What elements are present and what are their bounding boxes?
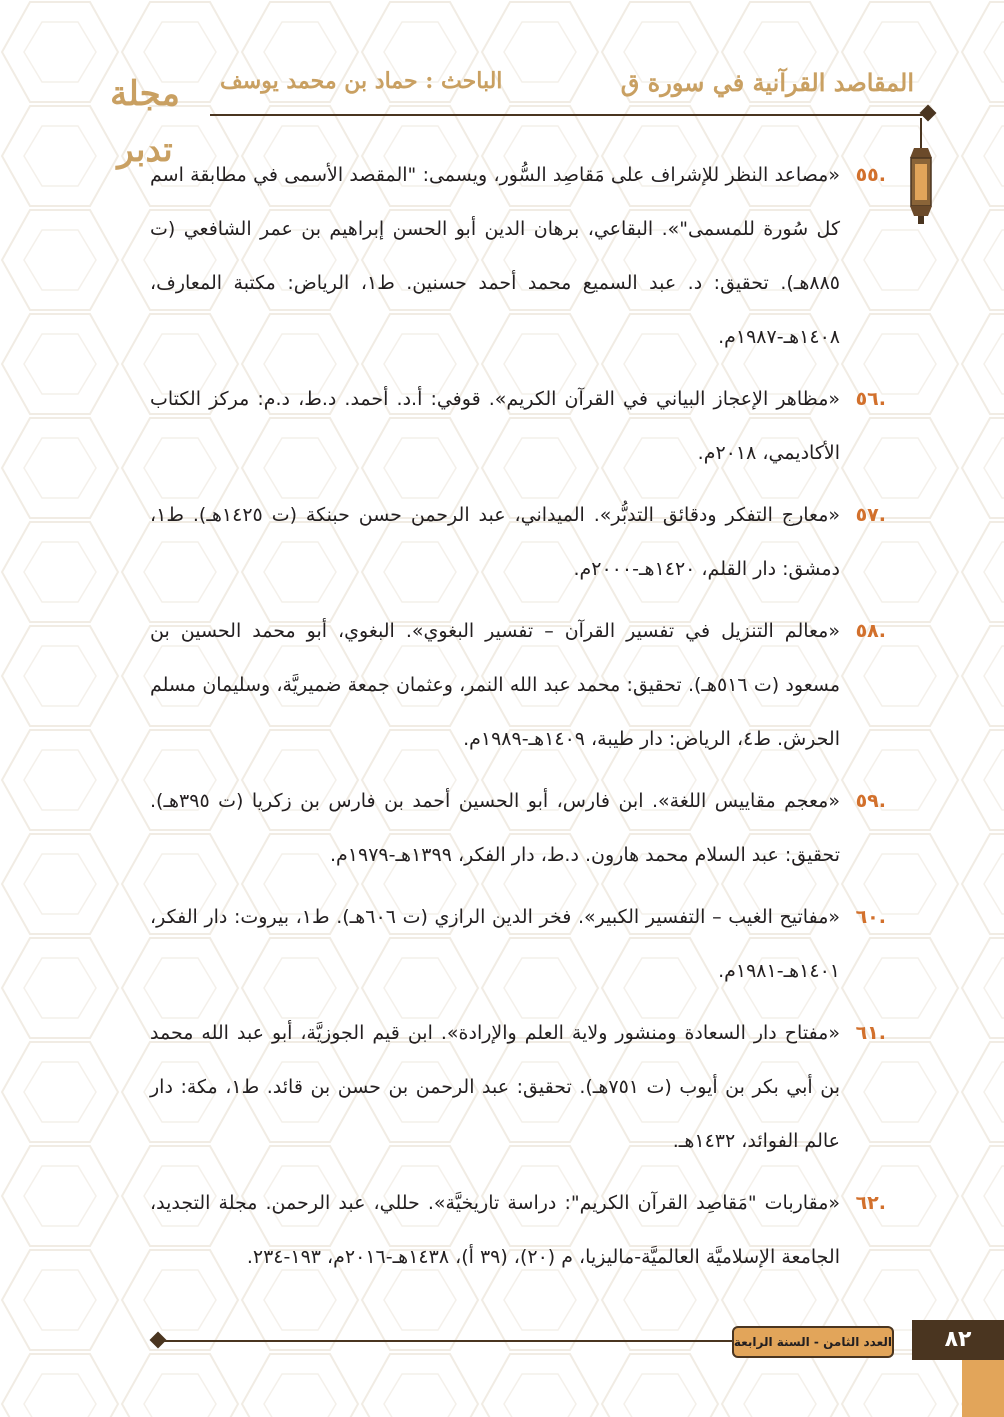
- bibliography-list: [150, 148, 886, 1292]
- bibliography-entry: [150, 488, 886, 596]
- entry-number: .٦١: [855, 1022, 886, 1044]
- entry-number: .٦٠: [855, 906, 886, 928]
- journal-logo: مجلة تدبر: [110, 74, 180, 170]
- entry-text: «مظاهر الإعجاز البياني في القرآن الكريم». قوفي: أ.د. أحمد. د.ط، د.م: مركز الكتاب الأكاديمي، ٢٠١٨م.: [150, 388, 840, 464]
- footer-tab: [962, 1360, 1004, 1417]
- entry-number: .٥٥: [855, 164, 886, 186]
- entry-number: .٦٢: [855, 1192, 886, 1214]
- entry-text: «مفاتيح الغيب – التفسير الكبير». فخر الدين الرازي (ت ٦٠٦هـ). ط١، بيروت: دار الفكر، ١٤٠١هـ-١٩٨١م.: [150, 906, 840, 982]
- entry-number: .٥٨: [855, 620, 886, 642]
- bibliography-entry: [150, 1006, 886, 1168]
- bibliography-entry: [150, 1176, 886, 1284]
- footer-rule: [158, 1340, 732, 1342]
- entry-text: «مصاعد النظر للإشراف على مَقاصِد السُّور، ويسمى: "المقصد الأسمى في مطابقة اسم كل سُورة للمسمى"». البقاعي، برهان الدين أبو الحسن إبراهيم بن عمر الشافعي (ت ٨٨٥هـ). تحقيق: د. عبد السميع محمد أحمد حسنين. ط١، الرياض: مكتبة المعارف، ١٤٠٨هـ-١٩٨٧م.: [150, 164, 840, 348]
- header-rule: [210, 114, 924, 116]
- issue-label: العدد الثامن - السنة الرابعة: [732, 1326, 894, 1358]
- header-researcher: الباحث : حماد بن محمد يوسف: [220, 68, 503, 94]
- bibliography-entry: [150, 774, 886, 882]
- page-number: ٨٢: [912, 1320, 1004, 1360]
- entry-number: .٥٦: [855, 388, 886, 410]
- lantern-icon: [906, 118, 936, 228]
- entry-number: .٥٧: [855, 504, 886, 526]
- entry-text: «مقاربات "مَقاصِد القرآن الكريم": دراسة تاريخيَّة». حللي، عبد الرحمن. مجلة التجديد، الجامعة الإسلاميَّة العالميَّة-ماليزيا، م (٢٠)، (٣٩ أ)، ١٤٣٨هـ-٢٠١٦م، ١٩٣-٢٣٤.: [150, 1192, 840, 1268]
- page-footer: [0, 1320, 1004, 1417]
- entry-text: «معالم التنزيل في تفسير القرآن – تفسير البغوي». البغوي، أبو محمد الحسين بن مسعود (ت ٥١٦هـ). تحقيق: محمد عبد الله النمر، وعثمان جمعة ضميريَّة، وسليمان مسلم الحرش. ط٤، الرياض: دار طيبة، ١٤٠٩هـ-١٩٨٩م.: [150, 620, 840, 750]
- bibliography-entry: [150, 604, 886, 766]
- entry-text: «معجم مقاييس اللغة». ابن فارس، أبو الحسين أحمد بن فارس بن زكريا (ت ٣٩٥هـ). تحقيق: عبد السلام محمد هارون. د.ط، دار الفكر، ١٣٩٩هـ-١٩٧٩م.: [150, 790, 840, 866]
- entry-number: .٥٩: [855, 790, 886, 812]
- entry-text: «مفتاح دار السعادة ومنشور ولاية العلم والإرادة». ابن قيم الجوزيَّة، أبو عبد الله محمد بن أبي بكر بن أيوب (ت ٧٥١هـ). تحقيق: عبد الرحمن بن حسن بن قائد. ط١، مكة: دار عالم الفوائد، ١٤٣٢هـ.: [150, 1022, 840, 1152]
- entry-text: «معارج التفكر ودقائق التدبُّر». الميداني، عبد الرحمن حسن حبنكة (ت ١٤٢٥هـ). ط١، دمشق: دار القلم، ١٤٢٠هـ-٢٠٠٠م.: [150, 504, 841, 580]
- bibliography-entry: [150, 148, 886, 364]
- bibliography-entry: [150, 890, 886, 998]
- header-title: المقاصد القرآنية في سورة ق: [620, 68, 914, 97]
- page-header: [80, 62, 942, 170]
- bibliography-entry: [150, 372, 886, 480]
